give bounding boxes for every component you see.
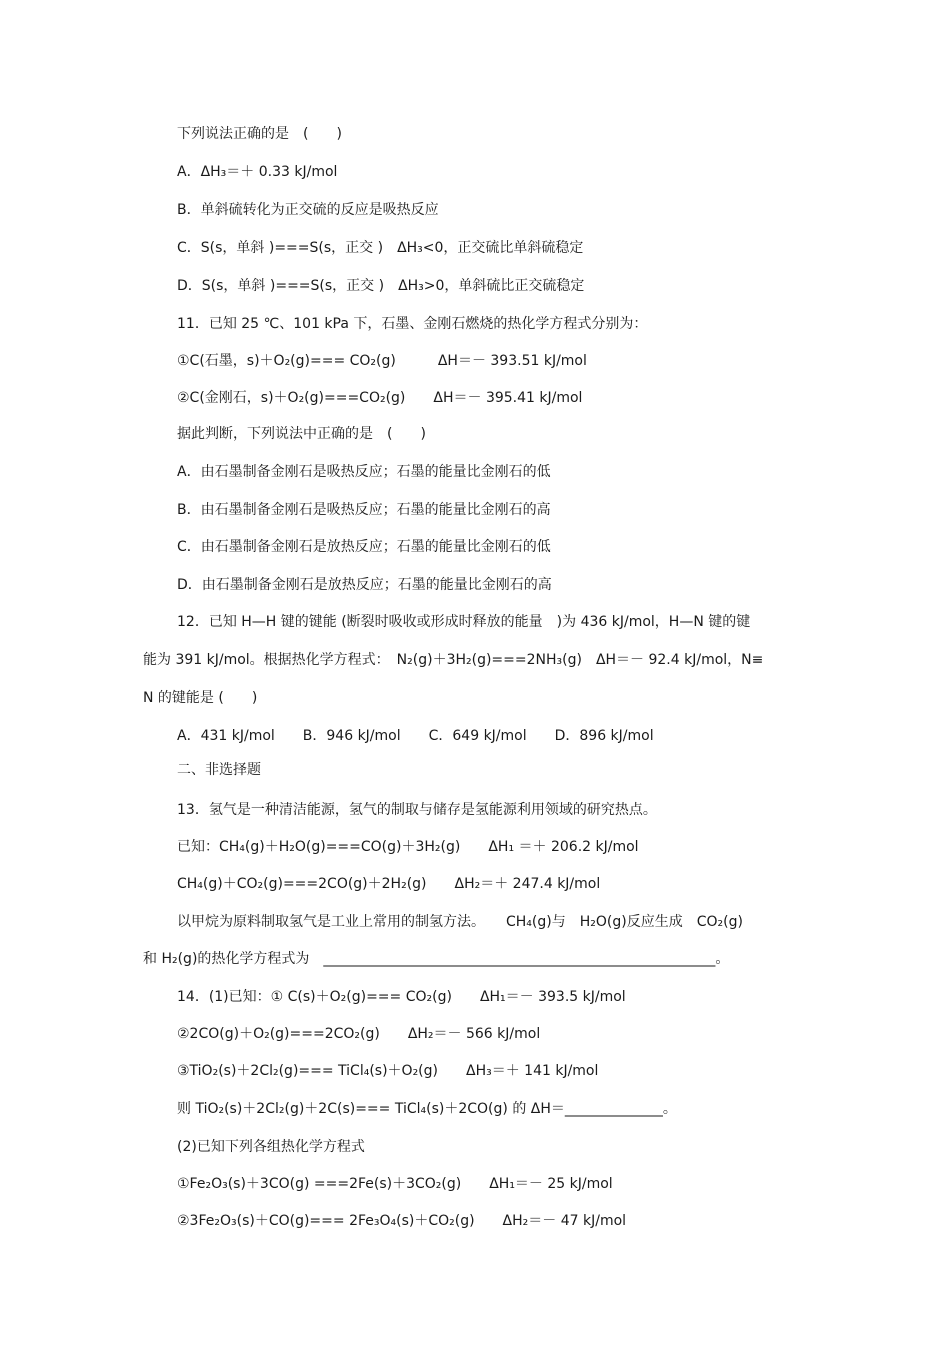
text-line: 以甲烷为原料制取氢气是工业上常用的制氢方法。 CH₄(g)与 H₂O(g)反应生成 CO₂(g)	[177, 914, 743, 930]
question-13: 13．氢气是一种清洁能源，氢气的制取与储存是氢能源利用领域的研究热点。	[177, 802, 657, 818]
option-d: D．由石墨制备金刚石是放热反应；石墨的能量比金刚石的高	[177, 577, 552, 593]
equation: ③TiO₂(s)＋2Cl₂(g)=== TiCl₄(s)＋O₂(g) ΔH₃＝＋ 141 kJ/mol	[177, 1063, 599, 1079]
equation: CH₄(g)＋CO₂(g)===2CO(g)＋2H₂(g) ΔH₂＝＋ 247.4 kJ/mol	[177, 876, 601, 892]
option-c: C．由石墨制备金刚石是放热反应；石墨的能量比金刚石的低	[177, 539, 551, 555]
equation: ②2CO(g)＋O₂(g)===2CO₂(g) ΔH₂＝－ 566 kJ/mol	[177, 1026, 541, 1042]
equation: ②3Fe₂O₃(s)＋CO(g)=== 2Fe₃O₄(s)＋CO₂(g) ΔH₂＝－ 47 kJ/mol	[177, 1213, 627, 1229]
equation: 已知：CH₄(g)＋H₂O(g)===CO(g)＋3H₂(g) ΔH₁ ＝＋ 206.2 kJ/mol	[177, 839, 639, 855]
text-line: 下列说法正确的是 ( )	[177, 126, 342, 142]
question-12: 12．已知 H—H 键的键能 (断裂时吸收或形成时释放的能量 )为 436 kJ/mol，H—N 键的键	[177, 614, 751, 630]
text-line: (2)已知下列各组热化学方程式	[177, 1139, 365, 1155]
option-a: A．ΔH₃＝＋ 0.33 kJ/mol	[177, 164, 338, 180]
answer-blank-line: 和 H₂(g)的热化学方程式为 ________________________________________________________。	[143, 951, 730, 967]
options-row: A．431 kJ/mol B．946 kJ/mol C．649 kJ/mol D．896 kJ/mol	[177, 728, 654, 744]
option-c: C．S(s，单斜 )===S(s，正交 ) ΔH₃<0，正交硫比单斜硫稳定	[177, 240, 584, 256]
equation: ②C(金刚石，s)＋O₂(g)===CO₂(g) ΔH＝－ 395.41 kJ/mol	[177, 390, 583, 406]
equation: ①Fe₂O₃(s)＋3CO(g) ===2Fe(s)＋3CO₂(g) ΔH₁＝－ 25 kJ/mol	[177, 1176, 613, 1192]
text-line: 能为 391 kJ/mol。根据热化学方程式： N₂(g)＋3H₂(g)===2NH₃(g) ΔH＝－ 92.4 kJ/mol，N≡	[143, 652, 764, 668]
text-line: 据此判断，下列说法中正确的是 ( )	[177, 426, 426, 442]
answer-blank-line: 则 TiO₂(s)＋2Cl₂(g)＋2C(s)=== TiCl₄(s)＋2CO(g) 的 ΔH＝______________。	[177, 1101, 677, 1117]
question-14: 14．(1)已知：① C(s)＋O₂(g)=== CO₂(g) ΔH₁＝－ 393.5 kJ/mol	[177, 989, 626, 1005]
option-b: B．单斜硫转化为正交硫的反应是吸热反应	[177, 202, 439, 218]
text-line: N 的键能是 ( )	[143, 690, 258, 706]
option-d: D．S(s，单斜 )===S(s，正交 ) ΔH₃>0，单斜硫比正交硫稳定	[177, 278, 585, 294]
equation: ①C(石墨，s)＋O₂(g)=== CO₂(g) ΔH＝－ 393.51 kJ/mol	[177, 353, 587, 369]
question-11: 11．已知 25 ℃、101 kPa 下，石墨、金刚石燃烧的热化学方程式分别为：	[177, 316, 648, 332]
option-b: B．由石墨制备金刚石是吸热反应；石墨的能量比金刚石的高	[177, 502, 551, 518]
section-heading: 二、非选择题	[177, 762, 261, 778]
option-a: A．由石墨制备金刚石是吸热反应；石墨的能量比金刚石的低	[177, 464, 551, 480]
